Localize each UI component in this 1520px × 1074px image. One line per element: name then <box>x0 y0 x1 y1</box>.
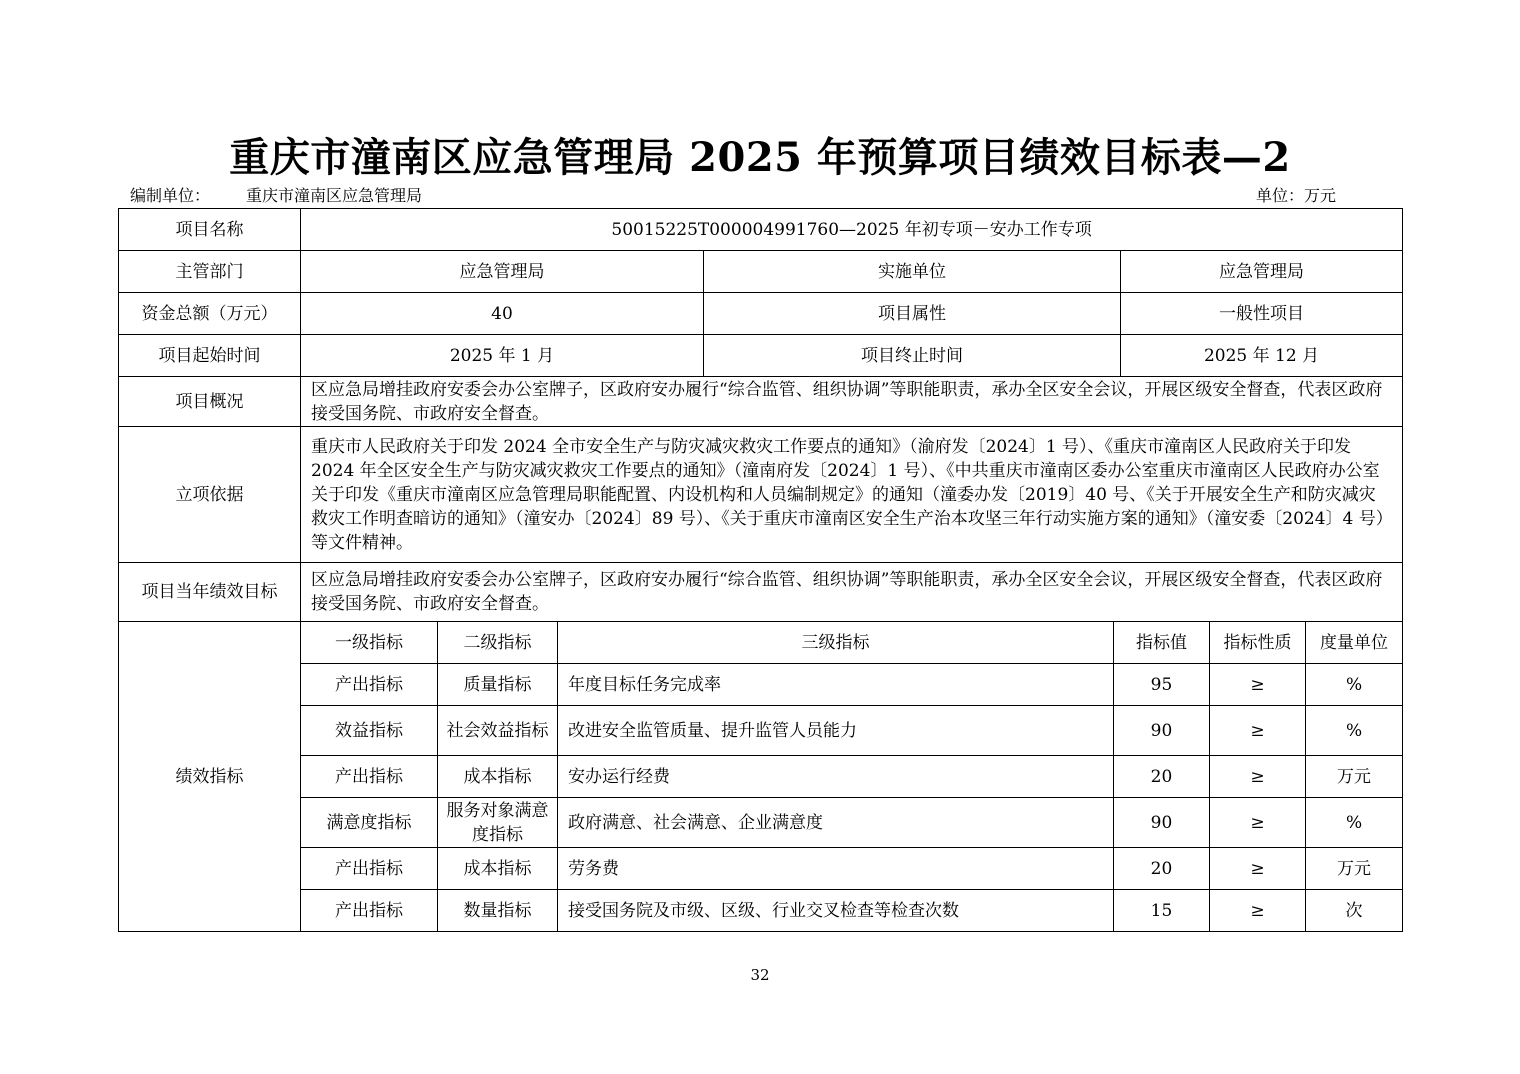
cell-level3: 年度目标任务完成率 <box>558 664 1114 706</box>
header-level3: 三级指标 <box>558 622 1114 664</box>
cell-value: 15 <box>1114 890 1210 932</box>
cell-level1: 效益指标 <box>301 706 438 756</box>
cell-level2: 社会效益指标 <box>438 706 558 756</box>
cell-unit: % <box>1306 798 1403 848</box>
cell-nature: ≥ <box>1210 706 1306 756</box>
compiling-unit-label: 编制单位： <box>130 186 211 205</box>
impl-value: 应急管理局 <box>1121 251 1403 293</box>
project-name-value: 50015225T000004991760—2025 年初专项－安办工作专项 <box>301 209 1403 251</box>
header-nature: 指标性质 <box>1210 622 1306 664</box>
cell-unit: % <box>1306 706 1403 756</box>
cell-level3: 接受国务院及市级、区级、行业交叉检查等检查次数 <box>558 890 1114 932</box>
subheader <box>130 185 1336 207</box>
cell-level3: 改进安全监管质量、提升监管人员能力 <box>558 706 1114 756</box>
impl-label: 实施单位 <box>704 251 1121 293</box>
cell-level3: 安办运行经费 <box>558 756 1114 798</box>
cell-level2: 数量指标 <box>438 890 558 932</box>
table-row <box>119 664 1403 706</box>
overview-label: 项目概况 <box>119 377 301 427</box>
indicators-section-label: 绩效指标 <box>119 622 301 932</box>
funds-value: 40 <box>301 293 704 335</box>
cell-nature: ≥ <box>1210 848 1306 890</box>
attr-label: 项目属性 <box>704 293 1121 335</box>
table-row <box>119 890 1403 932</box>
cell-level1: 产出指标 <box>301 890 438 932</box>
cell-value: 90 <box>1114 706 1210 756</box>
table-row <box>119 706 1403 756</box>
attr-value: 一般性项目 <box>1121 293 1403 335</box>
cell-level2: 质量指标 <box>438 664 558 706</box>
cell-level3: 政府满意、社会满意、企业满意度 <box>558 798 1114 848</box>
cell-nature: ≥ <box>1210 798 1306 848</box>
cell-unit: 次 <box>1306 890 1403 932</box>
cell-level1: 产出指标 <box>301 664 438 706</box>
basis-text: 重庆市人民政府关于印发 2024 全市安全生产与防灾减灾救灾工作要点的通知》（渝府发〔2024〕1 号）、《重庆市潼南区人民政府关于印发 2024 年全区安全生产与防灾减灾救灾工作要点的通知》（潼南府发〔2024〕1 号）、《中共重庆市潼南区委办公室重庆市潼南区人民政府办公室关于印发《重庆市潼南区应急管理局职能配置、内设机构和人员编制规定》的通知（潼委办发〔2019〕40 号、《关于开展安全生产和防灾减灾救灾工作明查暗访的通知》（潼安办〔2024〕89 号）、《关于重庆市潼南区安全生产治本攻坚三年行动实施方案的通知》（潼安委〔2024〕4 号）等文件精神。 <box>301 427 1403 563</box>
cell-level1: 产出指标 <box>301 848 438 890</box>
project-name-label: 项目名称 <box>119 209 301 251</box>
cell-value: 95 <box>1114 664 1210 706</box>
basis-label: 立项依据 <box>119 427 301 563</box>
header-value: 指标值 <box>1114 622 1210 664</box>
cell-nature: ≥ <box>1210 664 1306 706</box>
end-label: 项目终止时间 <box>704 335 1121 377</box>
cell-level1: 产出指标 <box>301 756 438 798</box>
header-unit: 度量单位 <box>1306 622 1403 664</box>
currency-unit: 单位：万元 <box>1255 186 1336 205</box>
cell-nature: ≥ <box>1210 756 1306 798</box>
start-value: 2025 年 1 月 <box>301 335 704 377</box>
start-label: 项目起始时间 <box>119 335 301 377</box>
page-number: 32 <box>750 966 770 984</box>
dept-label: 主管部门 <box>119 251 301 293</box>
overview-text: 区应急局增挂政府安委会办公室牌子，区政府安办履行“综合监管、组织协调”等职能职责，承办全区安全会议，开展区级安全督查，代表区政府接受国务院、市政府安全督查。 <box>301 377 1403 427</box>
cell-level3: 劳务费 <box>558 848 1114 890</box>
dept-value: 应急管理局 <box>301 251 704 293</box>
compiling-unit-name: 重庆市潼南区应急管理局 <box>246 186 423 205</box>
cell-level1: 满意度指标 <box>301 798 438 848</box>
table-row <box>119 756 1403 798</box>
page-title: 重庆市潼南区应急管理局 2025 年预算项目绩效目标表—2 <box>229 134 1291 181</box>
cell-unit: % <box>1306 664 1403 706</box>
end-value: 2025 年 12 月 <box>1121 335 1403 377</box>
cell-unit: 万元 <box>1306 756 1403 798</box>
header-level1: 一级指标 <box>301 622 438 664</box>
goal-label: 项目当年绩效目标 <box>119 563 301 622</box>
cell-value: 90 <box>1114 798 1210 848</box>
cell-value: 20 <box>1114 848 1210 890</box>
cell-level2: 成本指标 <box>438 848 558 890</box>
cell-level2: 服务对象满意度指标 <box>438 798 558 848</box>
cell-value: 20 <box>1114 756 1210 798</box>
cell-level2: 成本指标 <box>438 756 558 798</box>
performance-target-table <box>118 208 1403 932</box>
table-row <box>119 848 1403 890</box>
header-level2: 二级指标 <box>438 622 558 664</box>
table-row <box>119 798 1403 848</box>
cell-nature: ≥ <box>1210 890 1306 932</box>
goal-text: 区应急局增挂政府安委会办公室牌子，区政府安办履行“综合监管、组织协调”等职能职责，承办全区安全会议，开展区级安全督查，代表区政府接受国务院、市政府安全督查。 <box>301 563 1403 622</box>
cell-unit: 万元 <box>1306 848 1403 890</box>
funds-label: 资金总额（万元） <box>119 293 301 335</box>
